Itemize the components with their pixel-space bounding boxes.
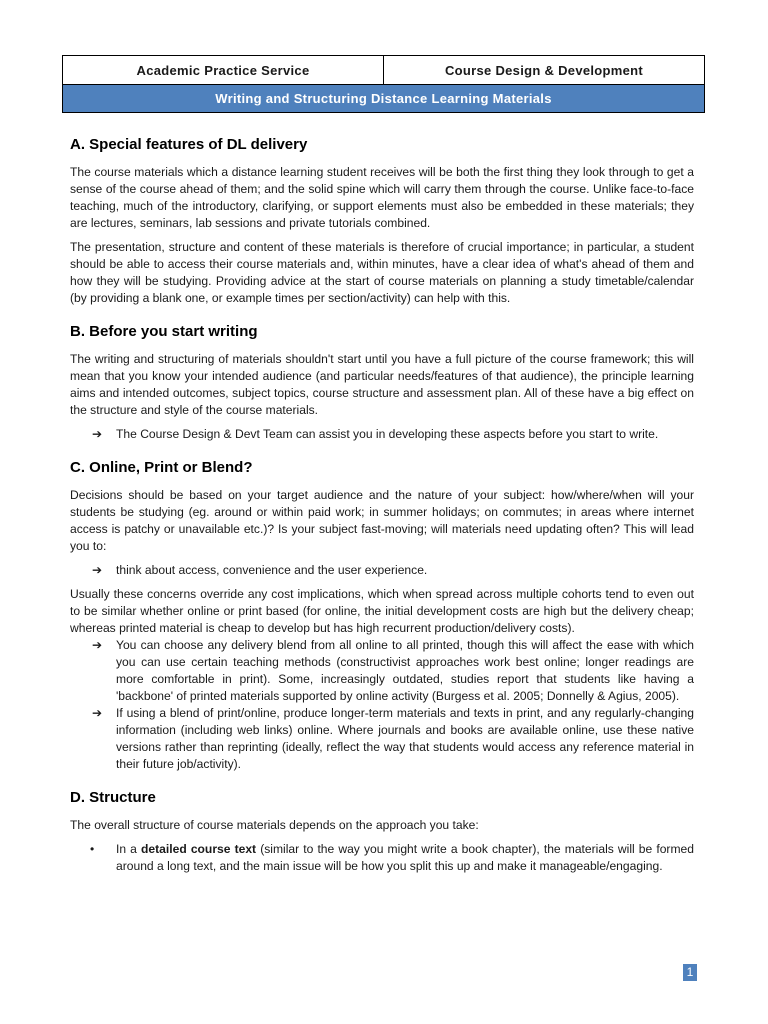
- arrow-bullet-icon: ➔: [92, 563, 103, 577]
- header-unit-name: Course Design & Development: [384, 56, 705, 85]
- arrow-bullet-icon: ➔: [92, 706, 103, 720]
- dot-bullet-icon: •: [90, 842, 95, 856]
- page-number: 1: [683, 964, 697, 981]
- section-c-paragraph-2: Usually these concerns override any cost implications, which when spread across multiple cohorts tend to even out to be similar whether online or print based (for online, the initial development costs are high but the delivery cheap; whereas printed material is cheap to develop but has high recurrent production/delivery costs).: [70, 587, 694, 635]
- section-c-paragraph-1: Decisions should be based on your target audience and the nature of your subject: how/where/when will your students be studying (eg. around or within paid work; in summer holidays; on commutes; in areas where internet access is patchy or unavailable etc.)? Is your subject fast-moving; will materials need updating often? This will lead you to:: [70, 488, 694, 553]
- section-b: [70, 322, 694, 443]
- list-item-text: think about access, convenience and the user experience.: [116, 563, 428, 577]
- section-d-paragraph-1: The overall structure of course materials depends on the approach you take:: [70, 818, 479, 832]
- section-b-heading: B. Before you start writing: [70, 323, 258, 340]
- document-title-banner: Writing and Structuring Distance Learning Materials: [63, 85, 705, 113]
- section-d-heading: D. Structure: [70, 789, 156, 806]
- arrow-bullet-icon: ➔: [92, 638, 103, 652]
- arrow-bullet-icon: ➔: [92, 427, 103, 441]
- list-item-text: If using a blend of print/online, produce longer-term materials and texts in print, and any regularly-changing information (including web links) online. Where journals and books are available online, use these native versions rather than reprinting (ideally, reflect the way that students would access any reference material in their future job/activity).: [116, 706, 694, 771]
- list-item-emphasis: detailed course text: [141, 842, 257, 856]
- section-c-list-1: [70, 562, 694, 579]
- section-b-list: [70, 426, 694, 443]
- document-header: [62, 55, 705, 113]
- list-item: [70, 841, 694, 875]
- section-c-list-2: [70, 637, 694, 773]
- list-item: [70, 705, 694, 773]
- header-service-name: Academic Practice Service: [63, 56, 384, 85]
- section-a-paragraph-1: The course materials which a distance learning student receives will be both the first thing they look through to get a sense of the course ahead of them; and the solid spine which will carry them through the course. Unlike face-to-face teaching, much of the introductory, clarifying, or support elements must also be embedded in these materials; they are lectures, seminars, lab sessions and private tutorials combined.: [70, 165, 694, 230]
- section-a-heading: A. Special features of DL delivery: [70, 136, 308, 153]
- list-item-prefix: In a: [116, 842, 142, 856]
- section-c-heading: C. Online, Print or Blend?: [70, 459, 253, 476]
- section-b-paragraph-1: The writing and structuring of materials shouldn't start until you have a full picture of the course framework; this will mean that you know your intended audience (and particular needs/features of that audience), the principle learning aims and intended outcomes, subject topics, course structure and assessment plan. All of these have a big effect on the structure and style of the course materials.: [70, 352, 694, 417]
- list-item: [70, 637, 694, 705]
- list-item: [70, 426, 694, 443]
- list-item: [70, 562, 694, 579]
- document-body: [70, 135, 694, 882]
- section-a-paragraph-2: The presentation, structure and content of these materials is therefore of crucial importance; in particular, a student should be able to access their course materials and, within minutes, have a clear idea of what's ahead of them and how they will be studying. Providing advice at the start of course materials on planning a study timetable/calendar (by providing a blank one, or example times per section/activity) can help with this.: [70, 240, 694, 305]
- section-a: [70, 135, 694, 307]
- section-c: [70, 458, 694, 773]
- section-d: [70, 788, 694, 875]
- section-d-list: [70, 841, 694, 875]
- list-item-text: The Course Design & Devt Team can assist you in developing these aspects before you start to write.: [116, 427, 659, 441]
- list-item-text: You can choose any delivery blend from all online to all printed, though this will affect the ease with which you can use certain teaching methods (constructivist approaches work best online; longer readings are more comfortable in print). Some, increasingly outdated, studies report that students like having a 'backbone' of printed materials supported by online activity (Burgess et al. 2005; Donnelly & Agius, 2005).: [116, 638, 694, 703]
- list-item-text: (similar to the way you might write a book chapter), the materials will be formed around a long text, and the main issue will be how you split this up and make it manageable/engaging.: [116, 842, 694, 873]
